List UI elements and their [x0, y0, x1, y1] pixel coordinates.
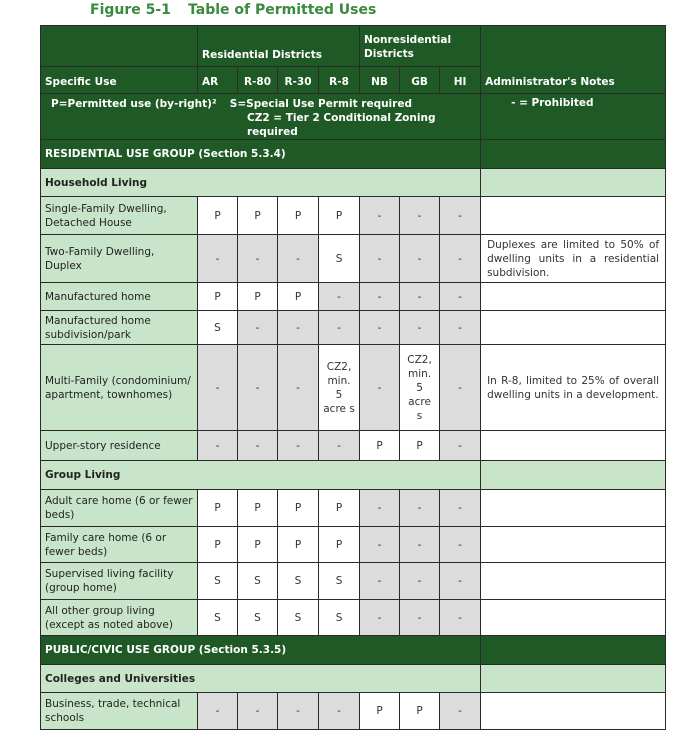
value-cell-ar: P: [198, 197, 238, 235]
district-header-gb: GB: [400, 67, 440, 94]
specific-use-name: Adult care home (6 or fewer beds): [41, 490, 198, 527]
district-header-r8: R-8: [319, 67, 360, 94]
legend-row: [41, 94, 666, 140]
colleges-universities-header: Colleges and Universities: [41, 665, 481, 693]
value-cell-r8: -: [319, 311, 360, 345]
value-cell-hi: -: [440, 345, 481, 431]
table-row: [41, 563, 666, 600]
value-cell-r80: P: [238, 527, 278, 563]
value-cell-r30: P: [278, 490, 319, 527]
table-row: [41, 527, 666, 563]
value-cell-gb: -: [400, 311, 440, 345]
table-row: [41, 283, 666, 311]
value-cell-ar: P: [198, 283, 238, 311]
group-living-header: Group Living: [41, 461, 481, 490]
value-cell-r80: P: [238, 197, 278, 235]
value-cell-nb: -: [360, 490, 400, 527]
value-cell-r80: -: [238, 235, 278, 283]
administrator-note: [481, 431, 666, 461]
value-cell-r8: CZ2, min. 5 acre s: [319, 345, 360, 431]
value-cell-gb: P: [400, 693, 440, 730]
household-living-header: Household Living: [41, 169, 481, 197]
value-cell-gb: P: [400, 431, 440, 461]
table-row: [41, 197, 666, 235]
table-row: [41, 693, 666, 730]
value-cell-r80: -: [238, 311, 278, 345]
table-row: [41, 345, 666, 431]
value-cell-nb: -: [360, 311, 400, 345]
specific-use-name: Supervised living facility (group home): [41, 563, 198, 600]
value-cell-r8: P: [319, 197, 360, 235]
value-cell-hi: -: [440, 311, 481, 345]
group-header-notes-blank: [481, 636, 666, 665]
value-cell-r30: -: [278, 431, 319, 461]
specific-use-name: Multi-Family (condominium/ apartment, townhomes): [41, 345, 198, 431]
value-cell-gb: -: [400, 283, 440, 311]
group-header-notes-blank: [481, 140, 666, 169]
group-header-row: [41, 140, 666, 169]
table-row: [41, 431, 666, 461]
value-cell-r30: P: [278, 527, 319, 563]
value-cell-nb: -: [360, 283, 400, 311]
value-cell-gb: -: [400, 490, 440, 527]
specific-use-name: Upper-story residence: [41, 431, 198, 461]
specific-use-header: Specific Use: [41, 67, 198, 94]
subgroup-notes-blank: [481, 169, 666, 197]
administrator-note: Duplexes are limited to 50% of dwelling units in a residential subdivision.: [481, 235, 666, 283]
value-cell-gb: -: [400, 197, 440, 235]
district-header-r80: R-80: [238, 67, 278, 94]
value-cell-gb: -: [400, 527, 440, 563]
administrator-note: [481, 527, 666, 563]
value-cell-r30: -: [278, 235, 319, 283]
value-cell-r80: P: [238, 490, 278, 527]
residential-use-group-header: RESIDENTIAL USE GROUP (Section 5.3.4): [41, 140, 481, 169]
administrator-note: [481, 693, 666, 730]
value-cell-ar: -: [198, 345, 238, 431]
value-cell-ar: -: [198, 693, 238, 730]
value-cell-r80: -: [238, 345, 278, 431]
value-cell-hi: -: [440, 490, 481, 527]
value-cell-ar: S: [198, 600, 238, 636]
value-cell-r8: P: [319, 490, 360, 527]
header-blank: [41, 26, 198, 67]
permitted-uses-table: [40, 25, 666, 730]
value-cell-hi: -: [440, 431, 481, 461]
value-cell-hi: -: [440, 563, 481, 600]
legend-cz2: CZ2 = Tier 2 Conditional Zoning required: [247, 112, 436, 138]
public-civic-use-group-header: PUBLIC/CIVIC USE GROUP (Section 5.3.5): [41, 636, 481, 665]
value-cell-nb: -: [360, 345, 400, 431]
figure-caption: Table of Permitted Uses: [188, 2, 377, 18]
value-cell-hi: -: [440, 283, 481, 311]
value-cell-nb: -: [360, 527, 400, 563]
value-cell-hi: -: [440, 693, 481, 730]
value-cell-r8: -: [319, 693, 360, 730]
value-cell-gb: -: [400, 235, 440, 283]
administrators-notes-header: Administrator's Notes: [481, 26, 666, 94]
value-cell-r8: S: [319, 600, 360, 636]
table-row: [41, 311, 666, 345]
administrator-note: [481, 490, 666, 527]
value-cell-nb: -: [360, 197, 400, 235]
table-row: [41, 235, 666, 283]
district-header-r30: R-30: [278, 67, 319, 94]
administrator-note: In R-8, limited to 25% of overall dwelling units in a development.: [481, 345, 666, 431]
value-cell-r80: S: [238, 563, 278, 600]
district-header-nb: NB: [360, 67, 400, 94]
value-cell-r80: P: [238, 283, 278, 311]
value-cell-hi: -: [440, 197, 481, 235]
value-cell-ar: S: [198, 311, 238, 345]
table-row: [41, 600, 666, 636]
subgroup-header-row: [41, 169, 666, 197]
specific-use-name: Two-Family Dwelling, Duplex: [41, 235, 198, 283]
specific-use-name: Manufactured home: [41, 283, 198, 311]
specific-use-name: Family care home (6 or fewer beds): [41, 527, 198, 563]
value-cell-gb: -: [400, 563, 440, 600]
value-cell-nb: -: [360, 235, 400, 283]
value-cell-r30: -: [278, 345, 319, 431]
value-cell-nb: -: [360, 563, 400, 600]
value-cell-r8: P: [319, 527, 360, 563]
legend-special: S=Special Use Permit required: [229, 98, 412, 110]
value-cell-ar: P: [198, 527, 238, 563]
subgroup-notes-blank: [481, 461, 666, 490]
administrator-note: [481, 311, 666, 345]
value-cell-r30: S: [278, 563, 319, 600]
group-header-row: [41, 636, 666, 665]
value-cell-r8: S: [319, 235, 360, 283]
figure-title: [90, 0, 376, 20]
value-cell-gb: CZ2, min. 5 acre s: [400, 345, 440, 431]
administrator-note: [481, 600, 666, 636]
value-cell-ar: S: [198, 563, 238, 600]
table-row: [41, 490, 666, 527]
value-cell-ar: -: [198, 431, 238, 461]
legend-cell: [41, 94, 481, 140]
subgroup-header-row: [41, 461, 666, 490]
value-cell-hi: -: [440, 235, 481, 283]
specific-use-name: Single-Family Dwelling, Detached House: [41, 197, 198, 235]
value-cell-r80: S: [238, 600, 278, 636]
value-cell-r80: -: [238, 693, 278, 730]
value-cell-r30: P: [278, 283, 319, 311]
value-cell-ar: P: [198, 490, 238, 527]
value-cell-hi: -: [440, 527, 481, 563]
value-cell-r8: -: [319, 283, 360, 311]
specific-use-name: All other group living (except as noted above): [41, 600, 198, 636]
subgroup-notes-blank: [481, 665, 666, 693]
district-header-ar: AR: [198, 67, 238, 94]
administrator-note: [481, 563, 666, 600]
value-cell-r30: -: [278, 311, 319, 345]
subgroup-header-row: [41, 665, 666, 693]
specific-use-name: Business, trade, technical schools: [41, 693, 198, 730]
specific-use-name: Manufactured home subdivision/park: [41, 311, 198, 345]
administrator-note: [481, 197, 666, 235]
administrator-note: [481, 283, 666, 311]
figure-number: Figure 5-1: [90, 2, 171, 18]
residential-districts-header: Residential Districts: [198, 26, 360, 67]
value-cell-nb: P: [360, 431, 400, 461]
value-cell-r8: S: [319, 563, 360, 600]
legend-permitted: P=Permitted use (by-right)²: [51, 98, 217, 110]
legend-prohibited: - = Prohibited: [481, 94, 666, 140]
value-cell-ar: -: [198, 235, 238, 283]
value-cell-r30: P: [278, 197, 319, 235]
header-group-row: [41, 26, 666, 67]
district-header-hi: HI: [440, 67, 481, 94]
value-cell-r30: S: [278, 600, 319, 636]
value-cell-nb: P: [360, 693, 400, 730]
value-cell-nb: -: [360, 600, 400, 636]
value-cell-gb: -: [400, 600, 440, 636]
nonresidential-districts-header: Nonresidential Districts: [360, 26, 481, 67]
value-cell-hi: -: [440, 600, 481, 636]
value-cell-r80: -: [238, 431, 278, 461]
value-cell-r30: -: [278, 693, 319, 730]
value-cell-r8: -: [319, 431, 360, 461]
